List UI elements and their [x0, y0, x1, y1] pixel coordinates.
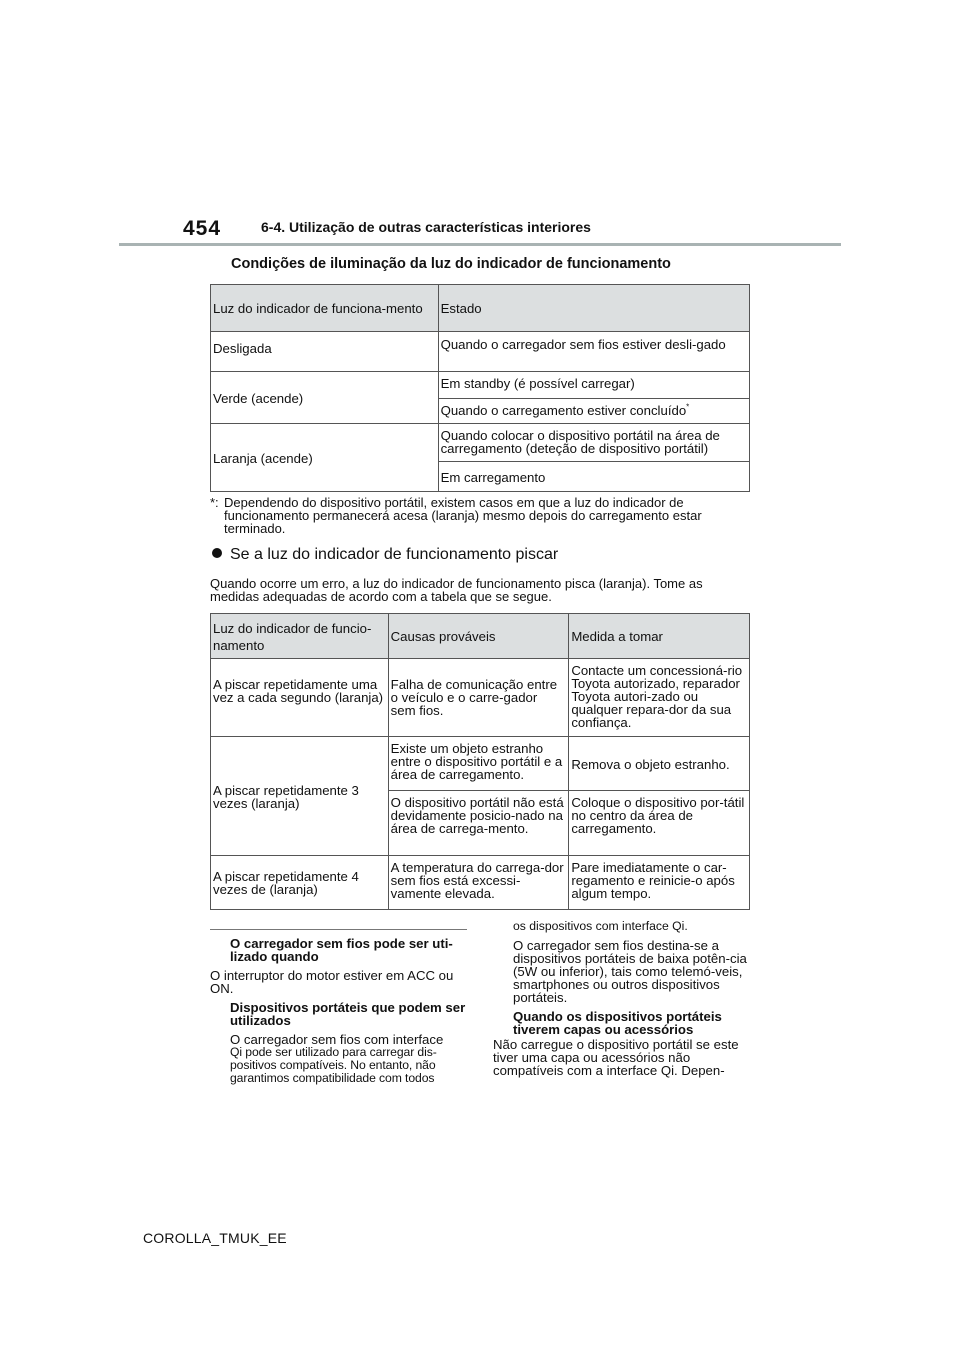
table-header-row: [211, 285, 750, 332]
blink-cause-table: [210, 613, 750, 910]
table-cell: Quando colocar o dispositivo portátil na área de carregamento (deteção de dispositivo portátil): [438, 424, 749, 462]
notes-right-column: [493, 920, 755, 1077]
column-rule: [210, 929, 467, 930]
table-cell: Em standby (é possível carregar): [438, 372, 749, 399]
bullet-dot-icon: [212, 548, 222, 558]
indicator-section-title: Condições de iluminação da luz do indicador de funcionamento: [231, 256, 671, 272]
table-row: [211, 372, 750, 399]
table-cell: Pare imediatamente o car-regamento e reinicie-o após algum tempo.: [569, 856, 750, 910]
table-header-cell: Luz do indicador de funcio-namento: [211, 614, 389, 659]
footnote-marker: *:: [210, 495, 219, 510]
table-cell: Coloque o dispositivo por-tátil no centro da área de carregamento.: [569, 791, 750, 856]
devices-note-text-2: Qi pode ser utilizado para carregar dis-positivos compatíveis. No entanto, não garantimos compatibilidade com todos: [230, 1045, 437, 1085]
footer-doc-code: COROLLA_TMUK_EE: [143, 1230, 287, 1246]
table-cell: Laranja (acende): [211, 424, 439, 492]
table-cell: A temperatura do carrega-dor sem fios está excessi-vamente elevada.: [388, 856, 569, 910]
header-rule: [119, 243, 841, 246]
footnote-mark: *: [686, 402, 690, 412]
devices-note-continued: os dispositivos com interface Qi.: [513, 919, 688, 933]
usable-note-title: O carregador sem fios pode ser uti-lizado quando: [230, 936, 453, 964]
covers-note-title: Quando os dispositivos portáteis tiverem capas ou acessórios: [513, 1009, 722, 1037]
section-title: 6-4. Utilização de outras características interiores: [261, 219, 591, 235]
devices-note-text-1: O carregador sem fios com interface: [230, 1032, 444, 1047]
devices-note-title: Dispositivos portáteis que podem ser utilizados: [230, 1000, 466, 1028]
table-cell: O dispositivo portátil não está devidamente posicio-nado na área de carrega-mento.: [388, 791, 569, 856]
table-header-row: [211, 614, 750, 659]
covers-note-text: Não carregue o dispositivo portátil se este tiver uma capa ou acessórios não compatíveis com a interface Qi. Depen-: [493, 1037, 739, 1078]
table-cell: Em carregamento: [438, 462, 749, 492]
table-cell: Existe um objeto estranho entre o dispositivo portátil e a área de carregamento.: [388, 737, 569, 791]
page-number: 454: [183, 217, 222, 240]
table-cell-text: Quando o carregamento estiver concluído: [440, 403, 687, 418]
notes-left-column: [210, 937, 472, 1085]
table-row: [211, 856, 750, 910]
table-header-cell: Causas prováveis: [388, 614, 569, 659]
usable-note-text: O interruptor do motor estiver em ACC ou ON.: [210, 968, 454, 996]
footnote-text: Dependendo do dispositivo portátil, existem casos em que a luz do indicador de funcionamento permanecerá acesa (laranja) mesmo depois do carregamento estar terminado.: [224, 495, 702, 536]
table-cell: A piscar repetidamente uma vez a cada segundo (laranja): [211, 659, 389, 737]
blink-section-heading: [212, 546, 558, 564]
table-header-cell: Estado: [438, 285, 749, 332]
table-header-cell: Medida a tomar: [569, 614, 750, 659]
table-row: [211, 737, 750, 791]
table-cell: Falha de comunicação entre o veículo e o carre-gador sem fios.: [388, 659, 569, 737]
table-cell: Contacte um concessioná-rio Toyota autorizado, reparador Toyota autori-zado ou qualquer repara-dor da sua confiança.: [569, 659, 750, 737]
table-cell: [438, 399, 749, 424]
table-cell: Quando o carregador sem fios estiver desli-gado: [438, 332, 749, 372]
table-cell: Remova o objeto estranho.: [569, 737, 750, 791]
blink-section-title: Se a luz do indicador de funcionamento piscar: [230, 546, 559, 563]
table-header-cell: Luz do indicador de funciona-mento: [211, 285, 439, 332]
blink-section-intro: Quando ocorre um erro, a luz do indicador de funcionamento pisca (laranja). Tome as medidas adequadas de acordo com a tabela que se segue.: [210, 576, 703, 604]
table-row: [211, 424, 750, 462]
table-cell: Verde (acende): [211, 372, 439, 424]
table-cell: Desligada: [211, 332, 439, 372]
table-cell: A piscar repetidamente 4 vezes de (laranja): [211, 856, 389, 910]
table-row: [211, 659, 750, 737]
table-row: [211, 332, 750, 372]
indicator-status-table: [210, 284, 750, 492]
table-cell: A piscar repetidamente 3 vezes (laranja): [211, 737, 389, 856]
devices-note-text-3: O carregador sem fios destina-se a dispositivos portáteis de baixa potên-cia (5W ou inferior), tais como telemó-veis, smartphones ou outros dispositivos portáteis.: [513, 938, 747, 1005]
footnote: [210, 496, 750, 535]
